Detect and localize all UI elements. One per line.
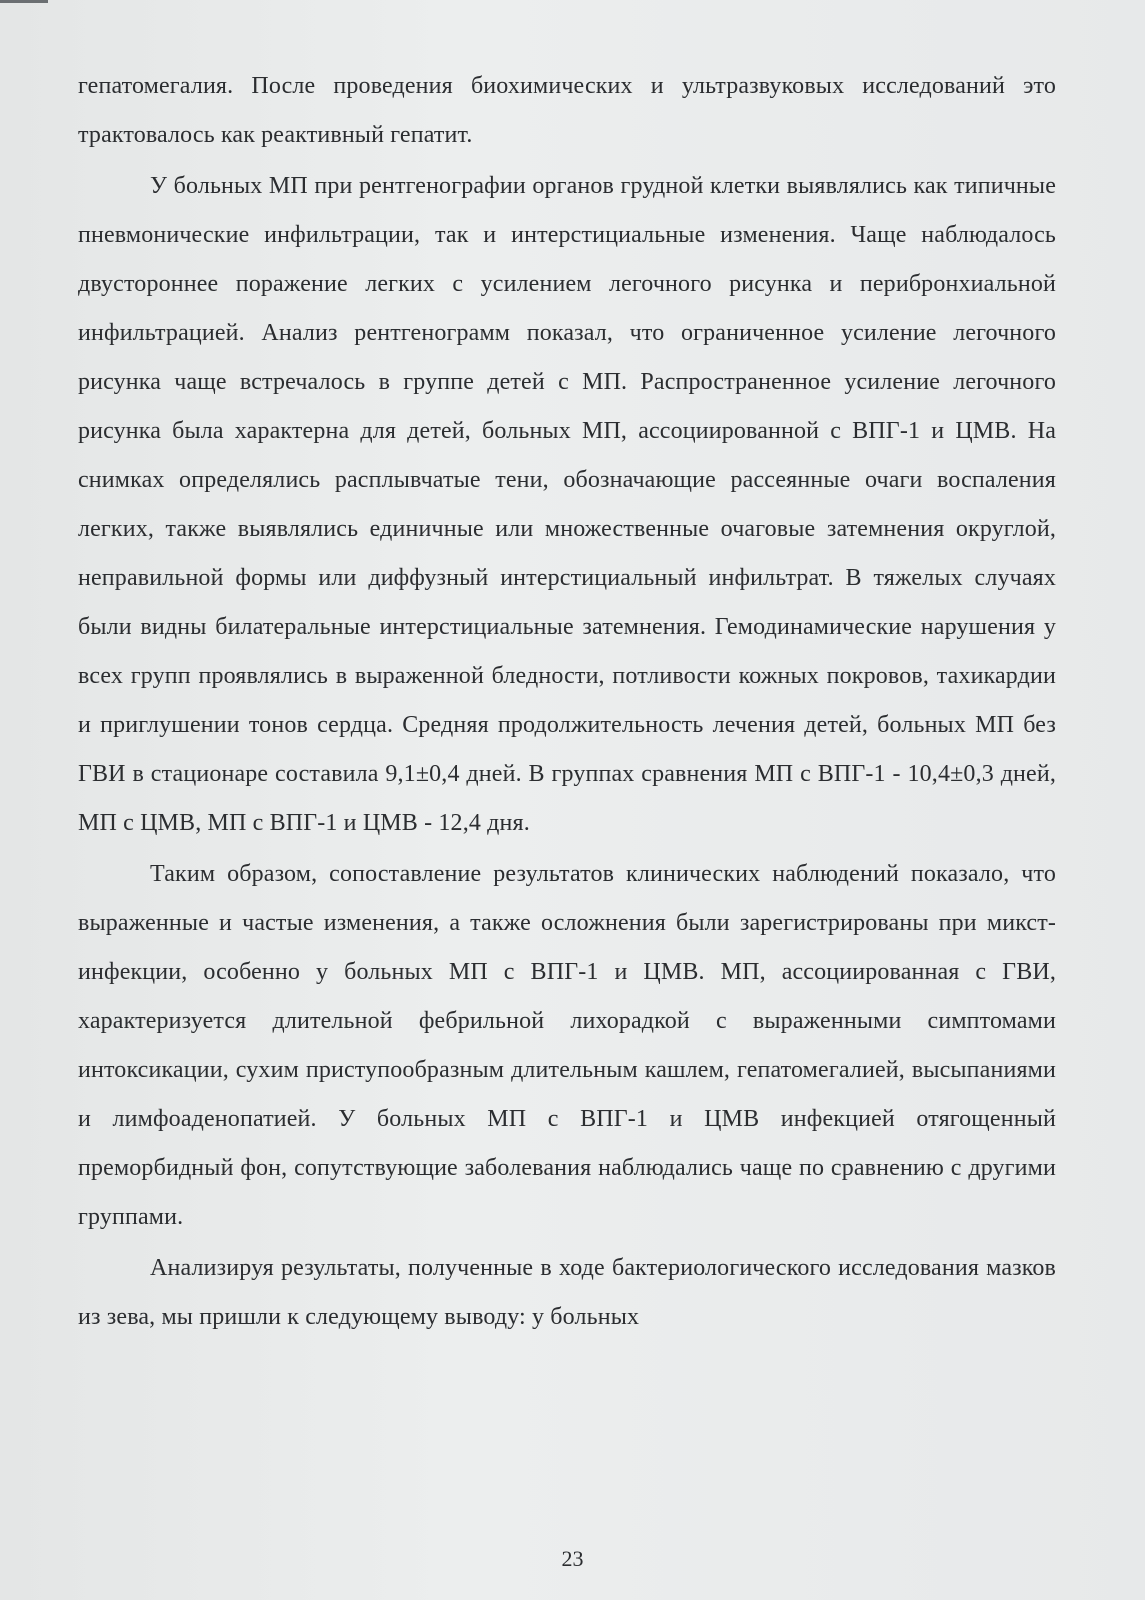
paragraph-radiography: У больных МП при рентгенографии органов грудной клетки выявлялись как типичные пневмонические инфильтрации, так и интерстициальные изменения. Чаще наблюдалось двустороннее поражение легких с усилением легочного рисунка и перибронхиальной инфильтрацией. Анализ рентгенограмм показал, что ограниченное усиление легочного рисунка чаще встречалось в группе детей с МП. Распространенное усиление легочного рисунка была характерна для детей, больных МП, ассоциированной с ВПГ-1 и ЦМВ. На снимках определялись расплывчатые тени, обозначающие рассеянные очаги воспаления легких, также выявлялись единичные или множественные очаговые затемнения округлой, неправильной формы или диффузный интерстициальный инфильтрат. В тяжелых случаях были видны билатеральные интерстициальные затемнения. Гемодинамические нарушения у всех групп проявлялись в выраженной бледности, потливости кожных покровов, тахикардии и приглушении тонов сердца. Средняя продолжительность лечения детей, больных МП без ГВИ в стационаре составила 9,1±0,4 дней. В группах сравнения МП с ВПГ-1 - 10,4±0,3 дней, МП с ЦМВ, МП с ВПГ-1 и ЦМВ - 12,4 дня. [78, 173, 1056, 836]
paragraph-continuation: гепатомегалия. После проведения биохимических и ультразвуковых исследований это трактовалось как реактивный гепатит. [78, 73, 1056, 148]
text-body [78, 62, 1056, 1342]
paragraph-conclusion: Таким образом, сопоставление результатов клинических наблюдений показало, что выраженные и частые изменения, а также осложнения были зарегистрированы при микст-инфекции, особенно у больных МП с ВПГ-1 и ЦМВ. МП, ассоциированная с ГВИ, характеризуется длительной фебрильной лихорадкой с выраженными симптомами интоксикации, сухим приступообразным длительным кашлем, гепатомегалией, высыпаниями и лимфоаденопатией. У больных МП с ВПГ-1 и ЦМВ инфекцией отягощенный преморбидный фон, сопутствующие заболевания наблюдались чаще по сравнению с другими группами. [78, 861, 1056, 1230]
paragraph-bacteriology: Анализируя результаты, полученные в ходе бактериологического исследования мазков из зева, мы пришли к следующему выводу: у больных [78, 1255, 1056, 1330]
page-number: 23 [561, 1546, 584, 1571]
scan-edge-mark [0, 0, 48, 3]
